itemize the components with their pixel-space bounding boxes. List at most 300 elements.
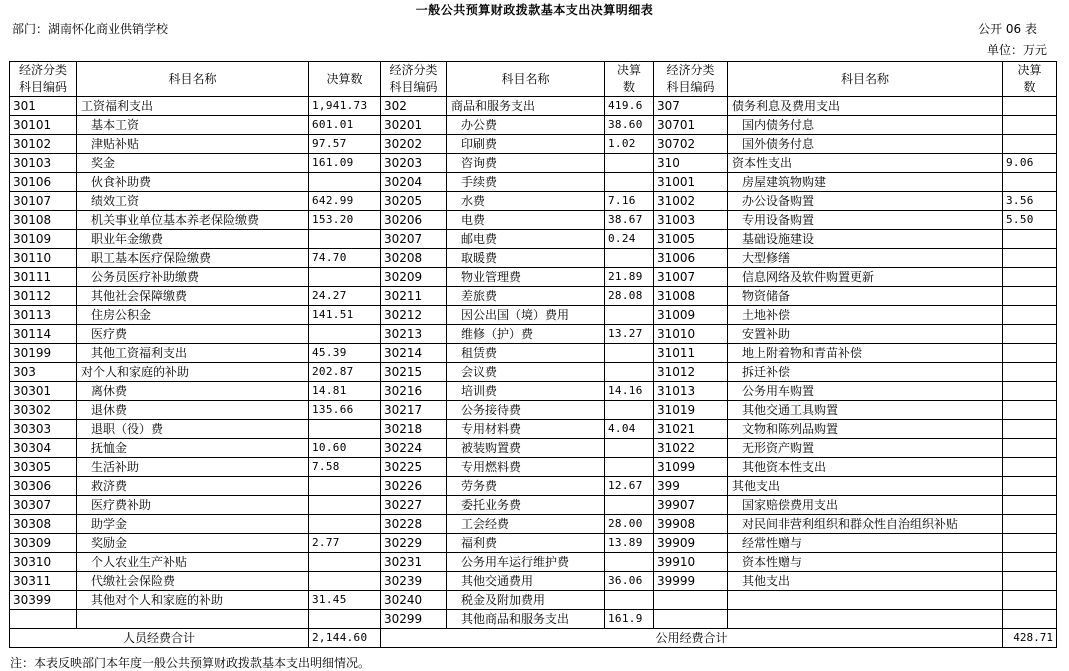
item-name: 印刷费 [447,135,605,154]
item-name: 基本工资 [77,116,309,135]
item-code: 39999 [654,572,728,591]
item-name: 被装购置费 [447,439,605,458]
item-code: 30113 [10,306,77,325]
table-row [10,211,1057,230]
item-amount [309,477,381,496]
item-name: 国外债务付息 [728,135,1003,154]
totals-row [10,629,1057,648]
item-code: 30702 [654,135,728,154]
item-amount [1003,382,1057,401]
item-amount [1003,97,1057,116]
item-code: 31006 [654,249,728,268]
item-amount [1003,116,1057,135]
item-code: 301 [10,97,77,116]
item-code: 30207 [381,230,447,249]
item-amount [1003,287,1057,306]
header-code [10,62,77,97]
item-name: 其他对个人和家庭的补助 [77,591,309,610]
item-name: 福利费 [447,534,605,553]
item-amount [605,553,654,572]
table-row [10,458,1057,477]
item-amount: 3.56 [1003,192,1057,211]
item-amount: 202.87 [309,363,381,382]
table-row [10,420,1057,439]
item-code: 31019 [654,401,728,420]
item-code: 30109 [10,230,77,249]
item-amount: 14.16 [605,382,654,401]
item-amount [309,515,381,534]
item-amount: 38.60 [605,116,654,135]
item-name: 基础设施建设 [728,230,1003,249]
item-amount [1003,553,1057,572]
item-code: 30307 [10,496,77,515]
item-name: 信息网络及软件购置更新 [728,268,1003,287]
item-amount [1003,306,1057,325]
item-code: 30102 [10,135,77,154]
item-amount [605,591,654,610]
item-code: 30303 [10,420,77,439]
item-amount: 7.16 [605,192,654,211]
item-name [77,610,309,629]
item-amount [1003,477,1057,496]
table-row [10,306,1057,325]
item-code: 31005 [654,230,728,249]
item-name [728,591,1003,610]
item-code: 30203 [381,154,447,173]
item-amount [309,553,381,572]
item-amount [1003,344,1057,363]
table-row [10,363,1057,382]
item-name: 退职（役）费 [77,420,309,439]
item-code: 30206 [381,211,447,230]
item-amount: 14.81 [309,382,381,401]
table-row [10,496,1057,515]
item-code: 30302 [10,401,77,420]
item-name: 物资储备 [728,287,1003,306]
item-amount: 13.89 [605,534,654,553]
report-title: 一般公共预算财政拨款基本支出决算明细表 [415,3,654,17]
item-name: 资本性赠与 [728,553,1003,572]
table-row [10,477,1057,496]
table-row [10,344,1057,363]
item-code: 30213 [381,325,447,344]
item-code: 307 [654,97,728,116]
item-amount: 1.02 [605,135,654,154]
item-code: 31012 [654,363,728,382]
header-code-line1: 经济分类 [18,63,67,77]
item-amount [605,306,654,325]
item-code [10,610,77,629]
item-amount: 74.70 [309,249,381,268]
table-row [10,591,1057,610]
item-name: 医疗费 [77,325,309,344]
table-row [10,515,1057,534]
item-amount: 5.50 [1003,211,1057,230]
item-amount [1003,249,1057,268]
item-amount [1003,439,1057,458]
item-name: 救济费 [77,477,309,496]
unit-label: 单位：万元 [986,43,1047,57]
item-code: 31011 [654,344,728,363]
item-code [654,591,728,610]
item-name: 公务接待费 [447,401,605,420]
table-note: 注：本表反映部门本年度一般公共预算财政拨款基本支出明细情况。 [10,656,371,670]
item-amount [605,173,654,192]
table-row [10,230,1057,249]
header-code [654,62,728,97]
item-name: 债务利息及费用支出 [728,97,1003,116]
item-amount [605,401,654,420]
table-row [10,553,1057,572]
header-amount-line1: 决算 [616,63,641,77]
item-code: 39908 [654,515,728,534]
item-code: 399 [654,477,728,496]
item-amount [605,344,654,363]
item-name: 咨询费 [447,154,605,173]
item-name: 办公设备购置 [728,192,1003,211]
item-name: 其他支出 [728,477,1003,496]
item-amount: 97.57 [309,135,381,154]
personnel-total-label: 人员经费合计 [10,629,309,648]
item-name: 对民间非营利组织和群众性自治组织补贴 [728,515,1003,534]
item-amount [1003,496,1057,515]
item-code: 31001 [654,173,728,192]
item-amount: 2.77 [309,534,381,553]
item-code: 31009 [654,306,728,325]
item-amount [1003,534,1057,553]
item-name: 电费 [447,211,605,230]
item-name: 对个人和家庭的补助 [77,363,309,382]
item-code: 30111 [10,268,77,287]
item-name: 委托业务费 [447,496,605,515]
item-amount [1003,363,1057,382]
item-name: 无形资产购置 [728,439,1003,458]
item-amount [1003,135,1057,154]
item-name: 土地补偿 [728,306,1003,325]
item-amount [1003,591,1057,610]
expenditure-table [9,61,1057,648]
item-name: 其他支出 [728,572,1003,591]
item-name: 奖励金 [77,534,309,553]
item-code: 31021 [654,420,728,439]
item-code: 31003 [654,211,728,230]
item-name [728,610,1003,629]
item-code: 30106 [10,173,77,192]
item-amount [309,496,381,515]
item-amount [605,249,654,268]
item-amount [1003,401,1057,420]
item-code: 30101 [10,116,77,135]
item-code: 30301 [10,382,77,401]
item-code: 30218 [381,420,447,439]
header-code-line2: 科目编码 [666,80,715,94]
personnel-total-value: 2,144.60 [309,629,381,648]
item-name: 公务用车运行维护费 [447,553,605,572]
item-code: 30208 [381,249,447,268]
item-code: 30228 [381,515,447,534]
header-code-line1: 经济分类 [389,63,438,77]
item-code: 31010 [654,325,728,344]
item-name: 机关事业单位基本养老保险缴费 [77,211,309,230]
item-amount [1003,230,1057,249]
item-code: 30310 [10,553,77,572]
item-name: 专用设备购置 [728,211,1003,230]
item-name: 文物和陈列品购置 [728,420,1003,439]
item-amount [605,154,654,173]
item-amount [309,572,381,591]
item-amount [309,268,381,287]
item-code: 30214 [381,344,447,363]
table-row [10,439,1057,458]
item-name: 离休费 [77,382,309,401]
item-amount: 13.27 [605,325,654,344]
table-row [10,154,1057,173]
item-amount: 153.20 [309,211,381,230]
item-name: 培训费 [447,382,605,401]
item-name: 伙食补助费 [77,173,309,192]
item-code: 30311 [10,572,77,591]
item-amount [1003,325,1057,344]
header-amount-line1: 决算 [1017,63,1042,77]
header-code-line1: 经济分类 [666,63,715,77]
item-name: 退休费 [77,401,309,420]
item-name: 因公出国（境）费用 [447,306,605,325]
table-number: 公开 06 表 [978,22,1037,36]
item-code: 31008 [654,287,728,306]
item-amount: 21.89 [605,268,654,287]
item-name: 租赁费 [447,344,605,363]
item-code: 30399 [10,591,77,610]
item-amount [1003,515,1057,534]
item-name: 差旅费 [447,287,605,306]
item-name: 助学金 [77,515,309,534]
department-label: 部门：湖南怀化商业供销学校 [12,22,169,36]
item-code: 39909 [654,534,728,553]
item-amount: 161.09 [309,154,381,173]
item-amount: 10.60 [309,439,381,458]
item-name: 工资福利支出 [77,97,309,116]
item-code: 30229 [381,534,447,553]
item-code: 30299 [381,610,447,629]
item-code: 30107 [10,192,77,211]
item-name: 职工基本医疗保险缴费 [77,249,309,268]
item-code: 30309 [10,534,77,553]
item-code: 31002 [654,192,728,211]
item-amount: 642.99 [309,192,381,211]
item-amount: 38.67 [605,211,654,230]
table-row [10,135,1057,154]
table-row [10,249,1057,268]
item-code: 30224 [381,439,447,458]
item-amount [605,439,654,458]
item-name: 其他资本性支出 [728,458,1003,477]
header-name: 科目名称 [77,62,309,97]
item-amount: 7.58 [309,458,381,477]
header-name: 科目名称 [728,62,1003,97]
header-amount-line2: 数 [1023,80,1036,94]
item-name: 水费 [447,192,605,211]
item-amount: 1,941.73 [309,97,381,116]
item-amount: 28.00 [605,515,654,534]
item-amount: 28.08 [605,287,654,306]
item-name: 生活补助 [77,458,309,477]
public-total-value: 428.71 [1003,629,1057,648]
item-name: 商品和服务支出 [447,97,605,116]
header-amount-line2: 数 [622,80,635,94]
item-code: 30217 [381,401,447,420]
item-amount: 45.39 [309,344,381,363]
item-name: 专用燃料费 [447,458,605,477]
header-code [381,62,447,97]
header-amount [605,62,654,97]
item-code: 31099 [654,458,728,477]
item-name: 代缴社会保险费 [77,572,309,591]
item-amount [605,496,654,515]
item-amount [309,173,381,192]
item-name: 其他交通费用 [447,572,605,591]
item-amount [1003,610,1057,629]
item-name: 邮电费 [447,230,605,249]
header-amount: 决算数 [309,62,381,97]
item-name: 税金及附加费用 [447,591,605,610]
item-code: 303 [10,363,77,382]
item-name: 办公费 [447,116,605,135]
item-code: 30108 [10,211,77,230]
item-name: 手续费 [447,173,605,192]
item-name: 大型修缮 [728,249,1003,268]
item-code: 30212 [381,306,447,325]
item-amount [1003,268,1057,287]
item-code: 30211 [381,287,447,306]
item-code: 39910 [654,553,728,572]
item-code: 30112 [10,287,77,306]
item-amount [1003,458,1057,477]
item-code: 30204 [381,173,447,192]
item-code [654,610,728,629]
item-name: 安置补助 [728,325,1003,344]
item-code: 30227 [381,496,447,515]
item-amount: 31.45 [309,591,381,610]
item-name: 住房公积金 [77,306,309,325]
item-amount: 36.06 [605,572,654,591]
item-name: 个人农业生产补贴 [77,553,309,572]
item-amount: 24.27 [309,287,381,306]
item-code: 31013 [654,382,728,401]
item-name: 维修（护）费 [447,325,605,344]
table-row [10,325,1057,344]
item-name: 工会经费 [447,515,605,534]
item-amount: 161.9 [605,610,654,629]
table-row [10,401,1057,420]
item-name: 会议费 [447,363,605,382]
item-name: 国家赔偿费用支出 [728,496,1003,515]
item-name: 奖金 [77,154,309,173]
item-code: 31007 [654,268,728,287]
item-code: 30225 [381,458,447,477]
item-amount: 9.06 [1003,154,1057,173]
item-code: 31022 [654,439,728,458]
item-code: 30215 [381,363,447,382]
table-row [10,97,1057,116]
item-code: 30199 [10,344,77,363]
item-amount [605,458,654,477]
item-amount [605,363,654,382]
item-name: 公务用车购置 [728,382,1003,401]
item-code: 30231 [381,553,447,572]
item-name: 抚恤金 [77,439,309,458]
table-row [10,287,1057,306]
table-row [10,173,1057,192]
item-name: 其他工资福利支出 [77,344,309,363]
table-body [10,62,1057,648]
item-code: 30202 [381,135,447,154]
header-code-line2: 科目编码 [18,80,67,94]
item-code: 30226 [381,477,447,496]
item-name: 资本性支出 [728,154,1003,173]
table-row [10,610,1057,629]
item-amount [309,420,381,439]
item-code: 30306 [10,477,77,496]
item-code: 30240 [381,591,447,610]
item-amount [1003,572,1057,591]
item-code: 30103 [10,154,77,173]
item-amount [1003,420,1057,439]
item-name: 经常性赠与 [728,534,1003,553]
item-name: 地上附着物和青苗补偿 [728,344,1003,363]
item-name: 专用材料费 [447,420,605,439]
item-name: 劳务费 [447,477,605,496]
item-code: 302 [381,97,447,116]
item-code: 30304 [10,439,77,458]
item-amount [309,610,381,629]
table-row [10,572,1057,591]
item-amount [309,230,381,249]
item-name: 其他商品和服务支出 [447,610,605,629]
item-name: 取暖费 [447,249,605,268]
item-amount: 4.04 [605,420,654,439]
table-row [10,382,1057,401]
item-name: 其他社会保障缴费 [77,287,309,306]
header-code-line2: 科目编码 [389,80,438,94]
item-name: 公务员医疗补助缴费 [77,268,309,287]
table-row [10,192,1057,211]
table-row [10,116,1057,135]
item-amount: 141.51 [309,306,381,325]
item-code: 30239 [381,572,447,591]
item-amount: 135.66 [309,401,381,420]
item-name: 房屋建筑物购建 [728,173,1003,192]
item-code: 30701 [654,116,728,135]
item-amount: 419.6 [605,97,654,116]
item-code: 30110 [10,249,77,268]
item-name: 物业管理费 [447,268,605,287]
item-name: 拆迁补偿 [728,363,1003,382]
item-amount: 0.24 [605,230,654,249]
item-code: 30305 [10,458,77,477]
item-name: 绩效工资 [77,192,309,211]
item-amount: 601.01 [309,116,381,135]
item-amount [1003,173,1057,192]
item-name: 医疗费补助 [77,496,309,515]
table-row [10,268,1057,287]
item-code: 30216 [381,382,447,401]
item-code: 310 [654,154,728,173]
item-code: 30205 [381,192,447,211]
item-amount: 12.67 [605,477,654,496]
header-name: 科目名称 [447,62,605,97]
item-code: 30201 [381,116,447,135]
item-name: 国内债务付息 [728,116,1003,135]
